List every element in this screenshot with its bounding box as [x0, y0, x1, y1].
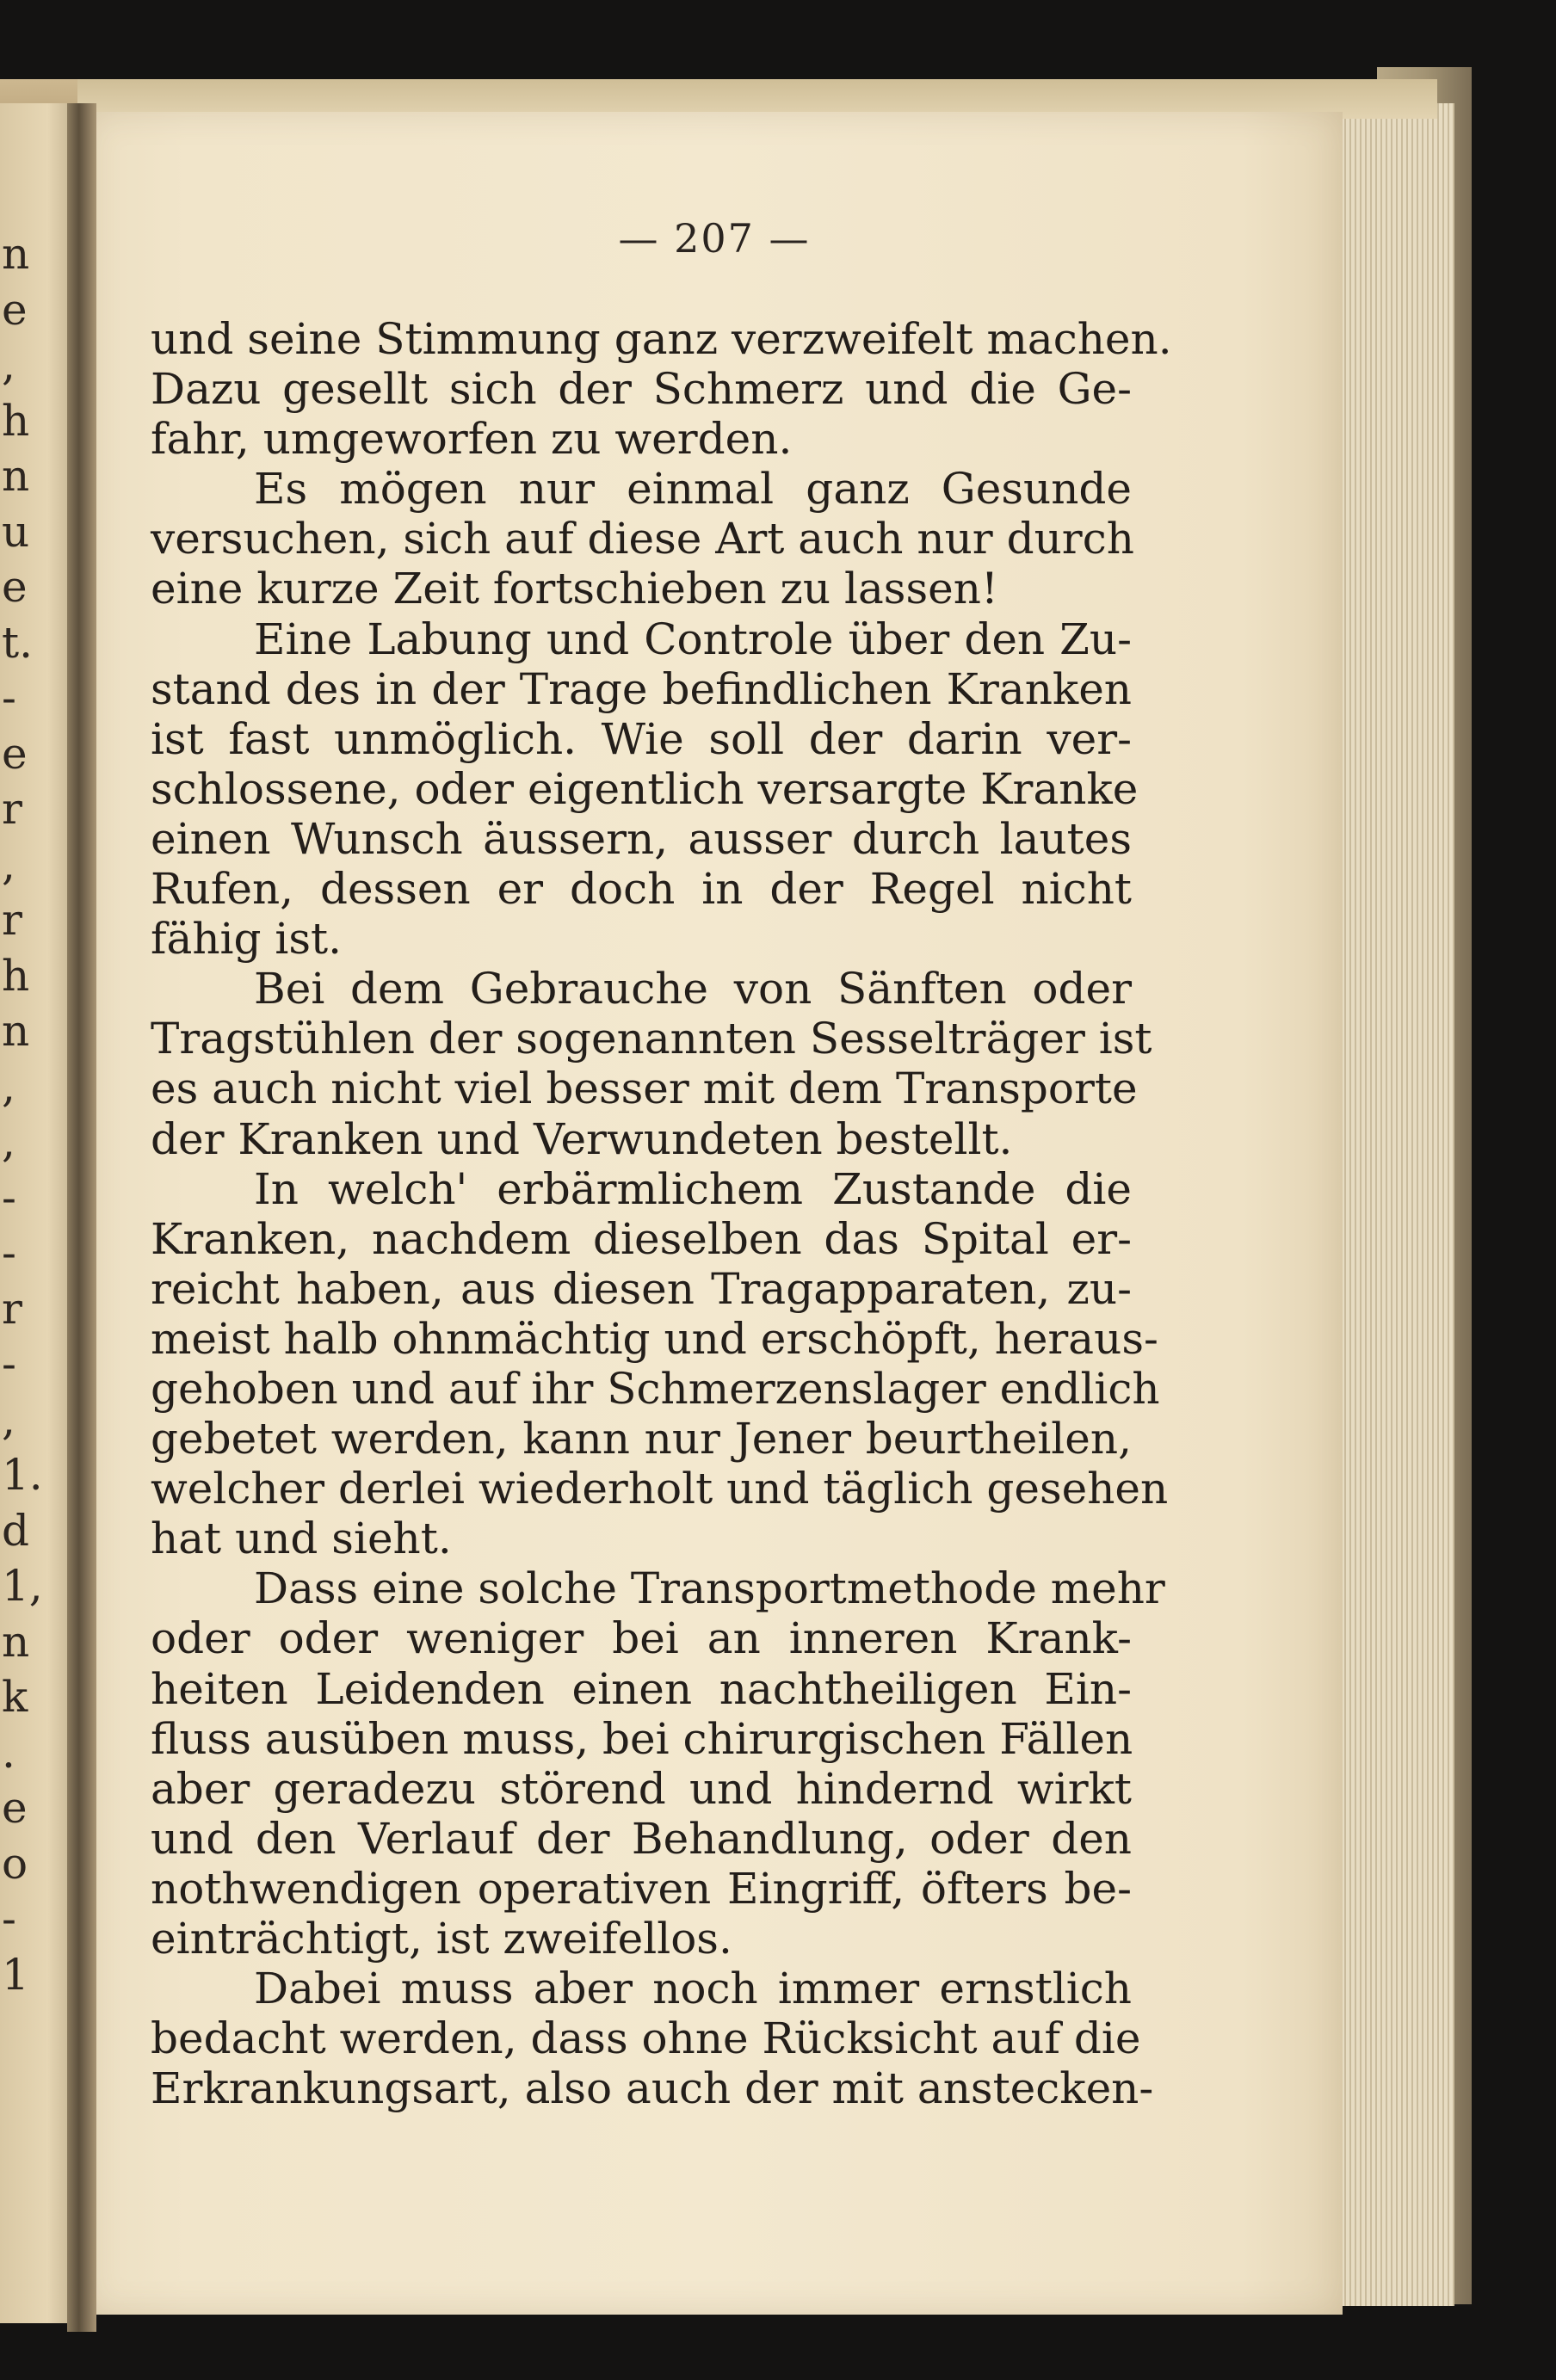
text-line: Kranken, nachdem dieselben das Spital er-: [151, 1213, 1132, 1264]
text-line: eine kurze Zeit fortschieben zu lassen!: [151, 564, 998, 614]
text-line: reicht haben, aus diesen Tragapparaten, zu-: [151, 1263, 1132, 1314]
text-line: bedacht werden, dass ohne Rücksicht auf die: [151, 2013, 1141, 2064]
left-page-fragment: ,: [2, 1117, 15, 1167]
text-line: Bei dem Gebrauche von Sänften oder: [254, 964, 1132, 1014]
text-line: Dabei muss aber noch immer ernstlich: [254, 1964, 1132, 2014]
left-page-fragment: ,: [2, 340, 15, 390]
text-line: und den Verlauf der Behandlung, oder den: [151, 1813, 1132, 1864]
left-page-fragment: 1,: [2, 1561, 43, 1611]
left-page-fragment: ,: [2, 1394, 15, 1445]
text-line: und seine Stimmung ganz verzweifelt machen.: [151, 314, 1172, 364]
page-stack-edge: [1325, 103, 1454, 2306]
text-line: Rufen, dessen er doch in der Regel nicht: [151, 864, 1132, 915]
left-page-fragment: r: [2, 895, 22, 945]
text-line: nothwendigen operativen Eingriff, öfters be-: [151, 1863, 1132, 1914]
text-line: fluss ausüben muss, bei chirurgischen Fällen: [151, 1713, 1133, 1764]
text-line: aber geradezu störend und hindernd wirkt: [151, 1763, 1132, 1814]
text-line: versuchen, sich auf diese Art auch nur durch: [151, 514, 1134, 564]
text-line: Tragstühlen der sogenannten Sesselträger ist: [151, 1014, 1152, 1064]
text-line: schlossene, oder eigentlich versargte Kranke: [151, 763, 1139, 814]
text-line: gebetet werden, kann nur Jener beurtheilen,: [151, 1414, 1132, 1464]
left-page-fragment: -: [2, 673, 16, 723]
left-page-fragment: r: [2, 1283, 22, 1334]
left-page-fragment: e: [2, 284, 28, 335]
left-page-fragment: h: [2, 395, 30, 446]
left-page-fragment: -: [2, 1894, 16, 1944]
text-line: ist fast unmöglich. Wie soll der darin ver-: [151, 713, 1132, 764]
text-line: Dazu gesellt sich der Schmerz und die Ge-: [151, 364, 1132, 415]
text-line: hat und sieht.: [151, 1514, 452, 1564]
text-line: stand des in der Trage befindlichen Kranken: [151, 663, 1132, 714]
left-page-fragment: ,: [2, 1061, 15, 1112]
text-line: Dass eine solche Transportmethode mehr: [254, 1563, 1165, 1614]
left-page-fragment: d: [2, 1505, 30, 1556]
left-page-fragment: n: [2, 451, 30, 501]
text-line: meist halb ohnmächtig und erschöpft, heraus-: [151, 1313, 1158, 1364]
text-line: In welch' erbärmlichem Zustande die: [254, 1163, 1132, 1214]
left-page-fragment: n: [2, 1616, 30, 1667]
left-page-fragment: -: [2, 1172, 16, 1223]
left-page-fragment: e: [2, 728, 28, 779]
left-page-fragment: t.: [2, 617, 33, 668]
left-page-fragment: e: [2, 1783, 28, 1833]
text-line: heiten Leidenden einen nachtheiligen Ein-: [151, 1663, 1132, 1714]
text-line: fahr, umgeworfen zu werden.: [151, 414, 793, 465]
left-page-fragment: -: [2, 1228, 16, 1278]
left-page-fragment: h: [2, 950, 30, 1001]
left-page-fragment: n: [2, 1006, 30, 1056]
page-number: — 207 —: [618, 215, 811, 262]
text-line: einen Wunsch äussern, ausser durch lautes: [151, 813, 1132, 864]
text-line: Eine Labung und Controle über den Zu-: [254, 613, 1132, 664]
left-page-fragment: n: [2, 229, 30, 279]
text-line: es auch nicht viel besser mit dem Transporte: [151, 1064, 1138, 1114]
left-page-fragment: 1: [2, 1949, 29, 2000]
left-page-fragment: e: [2, 562, 28, 612]
left-page-fragment: r: [2, 784, 22, 834]
text-line: Erkrankungsart, also auch der mit anstecken-: [151, 2063, 1154, 2114]
body-text: [151, 314, 1172, 2114]
text-line: gehoben und auf ihr Schmerzenslager endlich: [151, 1363, 1160, 1414]
left-page-fragment: ,: [2, 839, 15, 890]
left-page-fragment: o: [2, 1838, 28, 1889]
text-line: einträchtigt, ist zweifellos.: [151, 1914, 732, 1964]
left-page-fragment: 1.: [2, 1450, 43, 1500]
text-line: der Kranken und Verwundeten bestellt.: [151, 1113, 1013, 1164]
left-page-fragment: -: [2, 1339, 16, 1389]
text-line: fähig ist.: [151, 914, 343, 965]
left-page-fragment: k: [2, 1672, 28, 1722]
text-line: oder oder weniger bei an inneren Krank-: [151, 1613, 1132, 1664]
book-gutter: [67, 103, 96, 2332]
text-line: welcher derlei wiederholt und täglich gesehen: [151, 1464, 1169, 1514]
left-page-fragment: u: [2, 506, 30, 557]
text-line: Es mögen nur einmal ganz Gesunde: [254, 464, 1132, 515]
left-page-fragment: .: [2, 1727, 15, 1778]
